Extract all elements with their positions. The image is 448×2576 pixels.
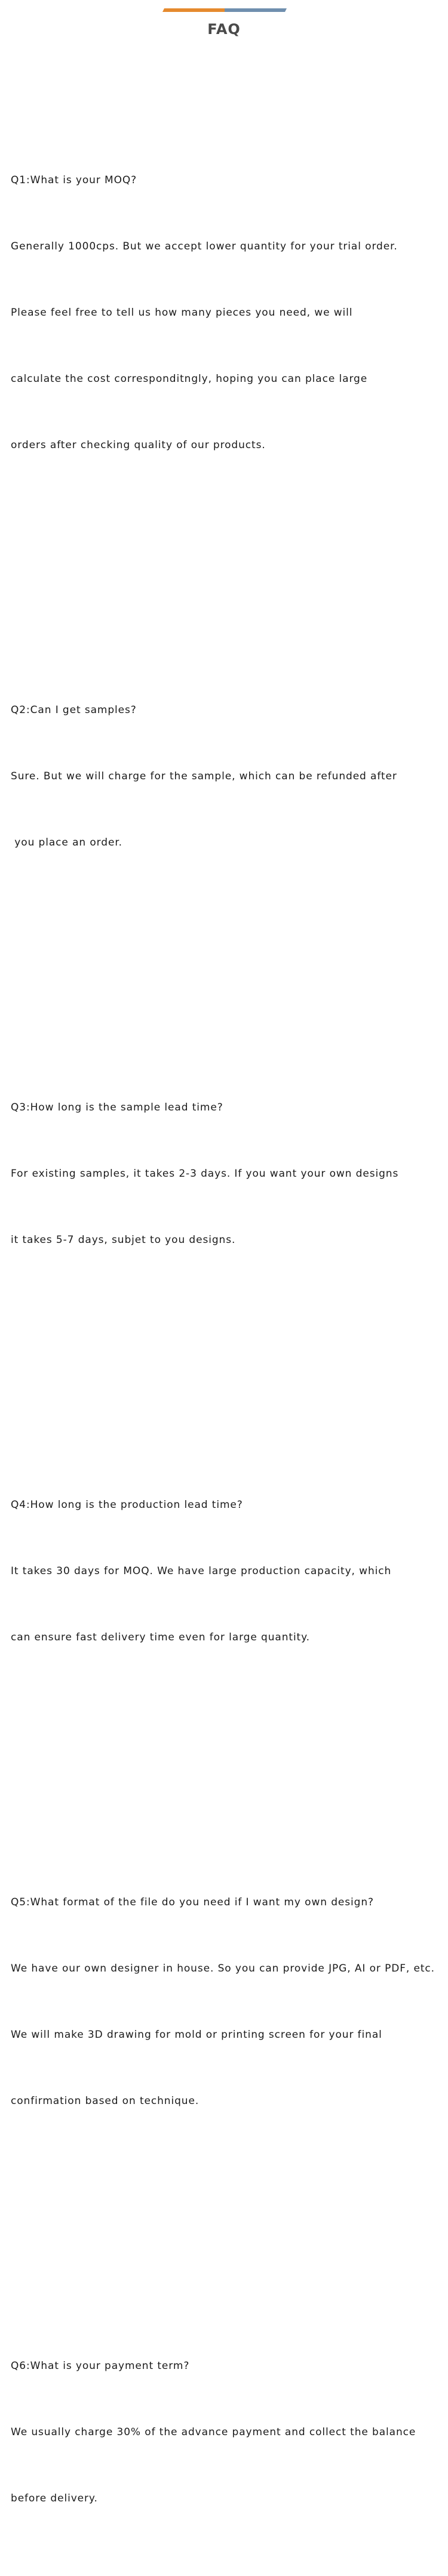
accent-bar-blue [225,8,287,12]
faq-question: Q2:Can I get samples? [11,704,137,716]
faq-answer-line: before delivery. [11,2492,98,2504]
faq-item-4 [11,1450,447,1693]
page-title: FAQ [207,21,241,38]
faq-answer-line: you place an order. [11,837,122,849]
faq-item-2 [11,655,447,898]
faq-answer-line: We have our own designer in house. So you can provide JPG, AI or PDF, etc. [11,1963,435,1975]
faq-question: Q4:How long is the production lead time? [11,1499,243,1511]
faq-spacer [11,2201,447,2223]
faq-answer-line: can ensure fast delivery time even for large quantity. [11,1631,310,1643]
faq-answer-line: orders after checking quality of our products. [11,439,266,451]
faq-answer-line: Please feel free to tell us how many pieces you need, we will [11,307,353,319]
accent-bar-orange [162,8,225,12]
faq-question: Q5:What format of the file do you need if I want my own design? [11,1896,374,1908]
faq-item-5 [11,1847,447,2157]
faq-item-6 [11,2311,447,2554]
header-accent-bar [162,8,287,12]
faq-question: Q1:What is your MOQ? [11,174,137,186]
faq-answer-line: For existing samples, it takes 2-3 days. If you want your own designs [11,1168,399,1180]
faq-question: Q3:How long is the sample lead time? [11,1102,223,1113]
faq-spacer [11,545,447,567]
faq-answer-line: it takes 5-7 days, subjet to you designs. [11,1234,236,1246]
faq-answer-line: Sure. But we will charge for the sample, which can be refunded after [11,770,397,782]
faq-answer-line: Generally 1000cps. But we accept lower quantity for your trial order. [11,240,398,252]
faq-answer-line: We will make 3D drawing for mold or printing screen for your final [11,2029,382,2041]
faq-answer-line: calculate the cost corresponditngly, hoping you can place large [11,373,368,385]
faq-item-1 [11,125,447,501]
faq-spacer [11,1737,447,1759]
faq-answer-line: We usually charge 30% of the advance payment and collect the balance [11,2426,416,2438]
faq-question: Q6:What is your payment term? [11,2360,190,2372]
faq-spacer [11,1340,447,1362]
faq-list [11,59,447,2576]
faq-answer-line: It takes 30 days for MOQ. We have large production capacity, which [11,1565,392,1577]
faq-answer-line: confirmation based on technique. [11,2095,200,2107]
faq-spacer [11,942,447,964]
faq-item-3 [11,1053,447,1295]
